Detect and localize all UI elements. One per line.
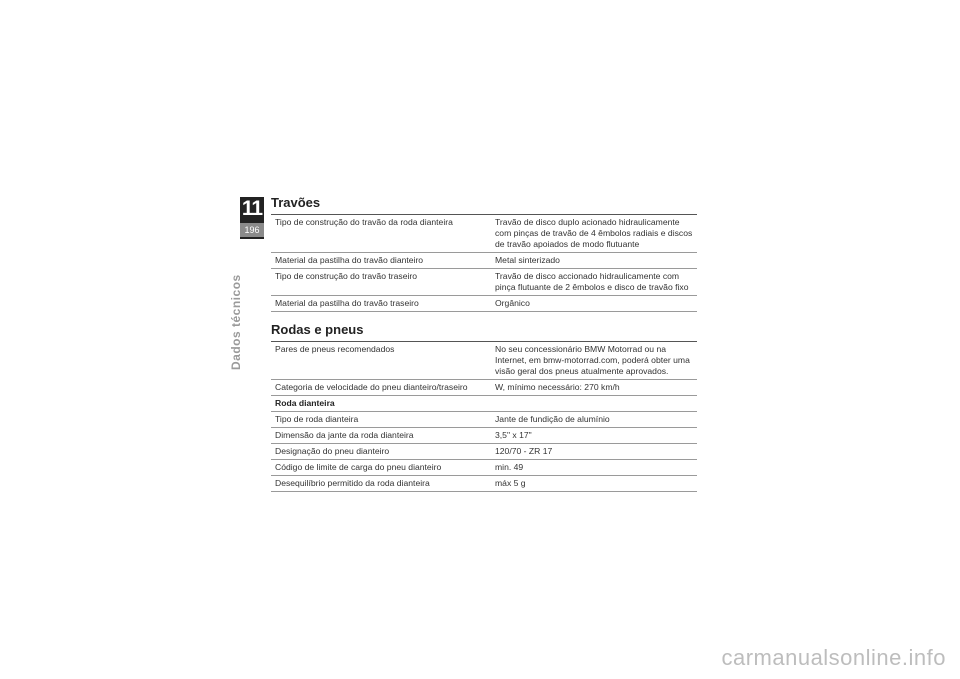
row-value: Travão de disco duplo acionado hidraulicamente com pinças de travão de 4 êmbolos radiais e discos de travão apoiados de modo flutuante [491, 215, 697, 253]
row-value: Orgânico [491, 296, 697, 312]
row-value: Travão de disco accionado hidraulicamente com pinça flutuante de 2 êmbolos e disco de travão fixo [491, 269, 697, 296]
row-label: Dimensão da jante da roda dianteira [271, 428, 491, 444]
wheels-heading: Rodas e pneus [271, 322, 364, 337]
row-value: Jante de fundição de alumínio [491, 412, 697, 428]
page-content [271, 195, 697, 492]
chapter-tab [240, 197, 264, 239]
page-number: 196 [240, 223, 264, 237]
table-row [271, 444, 697, 460]
table-row [271, 269, 697, 296]
front-wheel-section-title: Roda dianteira [271, 396, 697, 412]
watermark: carmanualsonline.info [721, 645, 946, 670]
row-value: Metal sinterizado [491, 253, 697, 269]
table-row [271, 296, 697, 312]
row-value: min. 49 [491, 460, 697, 476]
row-label: Material da pastilha do travão dianteiro [271, 253, 491, 269]
row-label: Código de limite de carga do pneu dianteiro [271, 460, 491, 476]
row-label: Tipo de roda dianteira [271, 412, 491, 428]
row-value: W, mínimo necessário: 270 km/h [491, 380, 697, 396]
table-row [271, 460, 697, 476]
chapter-number: 11 [241, 197, 263, 220]
table-row [271, 253, 697, 269]
table-row [271, 215, 697, 253]
row-label: Tipo de construção do travão traseiro [271, 269, 491, 296]
table-row [271, 412, 697, 428]
table-section-row [271, 396, 697, 412]
table-row [271, 428, 697, 444]
table-row [271, 380, 697, 396]
table-row [271, 342, 697, 380]
row-label: Desequilíbrio permitido da roda dianteira [271, 476, 491, 492]
row-value: 120/70 - ZR 17 [491, 444, 697, 460]
brakes-table [271, 214, 697, 312]
row-value: máx 5 g [491, 476, 697, 492]
row-value: No seu concessionário BMW Motorrad ou na Internet, em bmw-motorrad.com, poderá obter uma visão geral dos pneus atualmente aprovados. [491, 342, 697, 380]
row-label: Material da pastilha do travão traseiro [271, 296, 491, 312]
table-row [271, 476, 697, 492]
chapter-side-label: Dados técnicos [229, 274, 243, 370]
row-label: Categoria de velocidade do pneu dianteiro/traseiro [271, 380, 491, 396]
wheels-table [271, 341, 697, 492]
row-label: Tipo de construção do travão da roda dianteira [271, 215, 491, 253]
row-label: Designação do pneu dianteiro [271, 444, 491, 460]
row-label: Pares de pneus recomendados [271, 342, 491, 380]
row-value: 3,5" x 17" [491, 428, 697, 444]
brakes-heading: Travões [271, 195, 321, 210]
